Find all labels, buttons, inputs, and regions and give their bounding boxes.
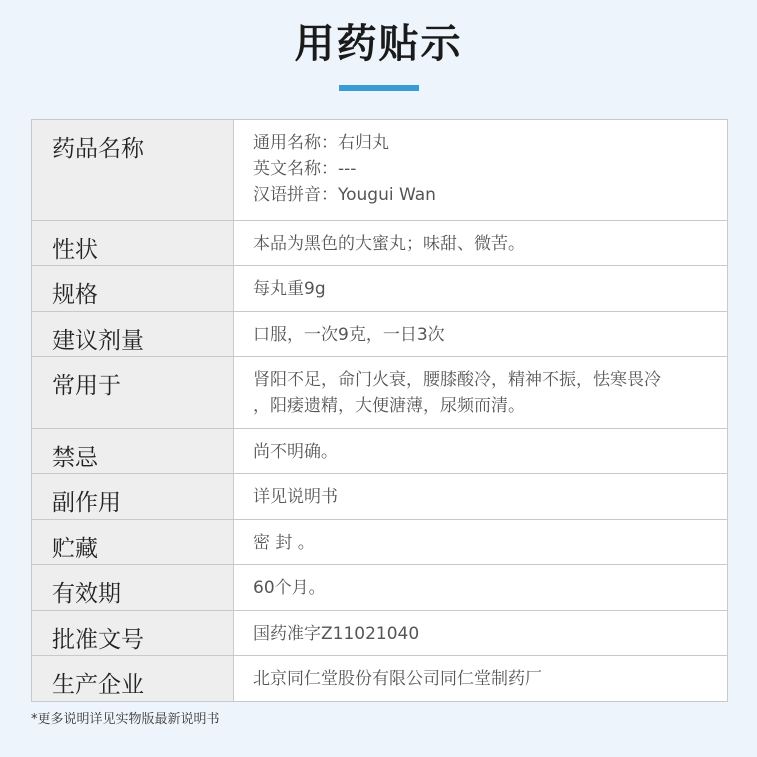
- table-row: [32, 611, 728, 656]
- row-value: [234, 221, 728, 266]
- value-line: ，阳痿遗精，大便溏薄，尿频而清。: [253, 396, 525, 416]
- table-row: [32, 429, 728, 474]
- row-value: [234, 474, 728, 520]
- table-row: [32, 565, 728, 611]
- footnote: *更多说明详见实物版最新说明书: [31, 712, 220, 727]
- table-row: [32, 312, 728, 357]
- value-line: 肾阳不足，命门火衰，腰膝酸冷，精神不振，怯寒畏冷: [253, 370, 661, 390]
- value-line: 详见说明书: [253, 487, 338, 507]
- table-row: [32, 520, 728, 565]
- row-value: [234, 520, 728, 565]
- row-label: 批准文号: [32, 611, 234, 656]
- table-row: [32, 120, 728, 221]
- table-row: [32, 656, 728, 702]
- value-line: 国药准字Z11021040: [253, 624, 420, 644]
- row-label: 有效期: [32, 565, 234, 611]
- value-line: 英文名称：---: [253, 159, 357, 179]
- value-line: 北京同仁堂股份有限公司同仁堂制药厂: [253, 669, 542, 689]
- table-row: [32, 266, 728, 312]
- row-label: 性状: [32, 221, 234, 266]
- table-row: [32, 357, 728, 429]
- table-row: [32, 221, 728, 266]
- row-label: 副作用: [32, 474, 234, 520]
- row-value: [234, 611, 728, 656]
- value-line: 密 封 。: [253, 533, 315, 553]
- row-label: 药品名称: [32, 120, 234, 221]
- drug-info-table: [31, 119, 728, 702]
- value-line: 通用名称：右归丸: [253, 133, 389, 153]
- row-label: 生产企业: [32, 656, 234, 702]
- row-value: [234, 357, 728, 429]
- row-value: [234, 429, 728, 474]
- row-label: 贮藏: [32, 520, 234, 565]
- value-line: 口服，一次9克，一日3次: [253, 325, 445, 345]
- value-line: 每丸重9g: [253, 279, 326, 299]
- row-value: [234, 120, 728, 221]
- page-title: 用药贴示: [294, 21, 463, 67]
- value-line: 60个月。: [253, 578, 326, 598]
- row-value: [234, 266, 728, 312]
- row-label: 常用于: [32, 357, 234, 429]
- title-underline: [339, 85, 419, 91]
- row-value: [234, 312, 728, 357]
- value-line: 尚不明确。: [253, 442, 338, 462]
- row-value: [234, 656, 728, 702]
- row-value: [234, 565, 728, 611]
- row-label: 禁忌: [32, 429, 234, 474]
- table-row: [32, 474, 728, 520]
- row-label: 规格: [32, 266, 234, 312]
- value-line: 本品为黑色的大蜜丸；味甜、微苦。: [253, 234, 525, 254]
- value-line: 汉语拼音：Yougui Wan: [253, 185, 436, 205]
- row-label: 建议剂量: [32, 312, 234, 357]
